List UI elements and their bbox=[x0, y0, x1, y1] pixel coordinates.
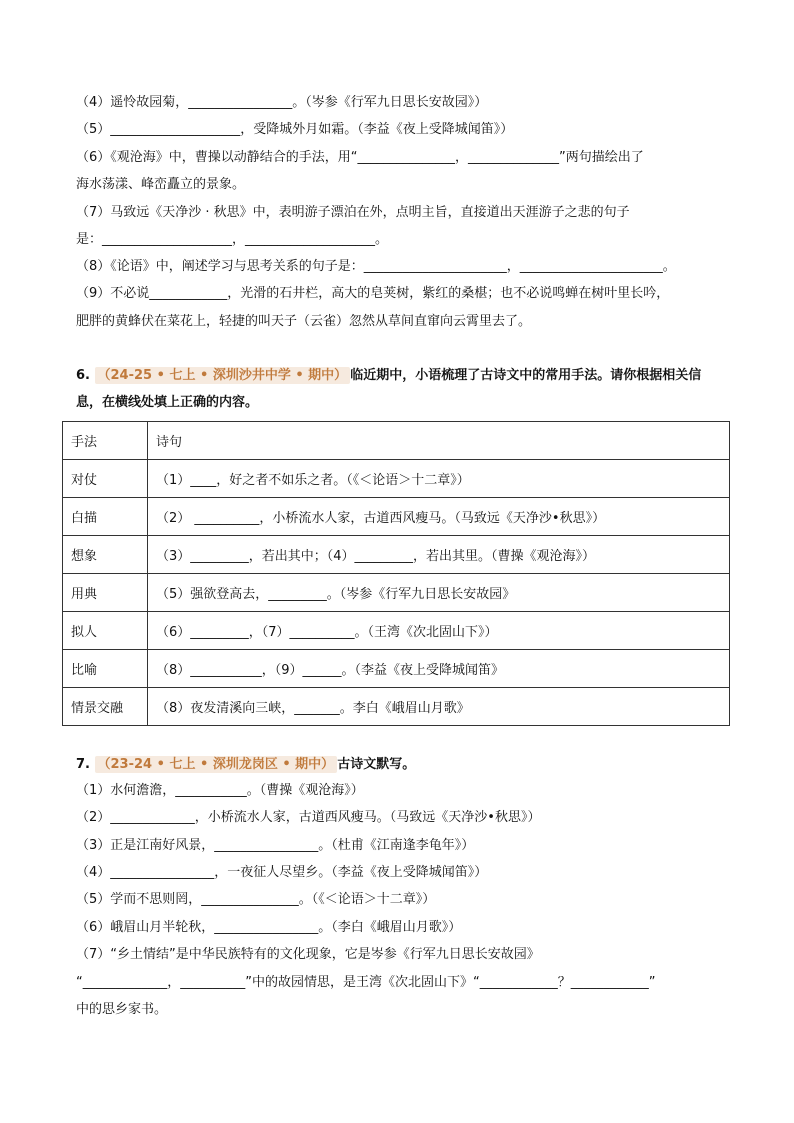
q7-item-7-cont: “_____________，__________”中的故园情思，是王湾《次北固山下》“____________？____________” bbox=[76, 975, 656, 990]
q7-item-7-end: 中的思乡家书。 bbox=[76, 1002, 168, 1017]
table-cell-technique: 情景交融 bbox=[63, 688, 148, 726]
q6-prompt-cont: 息，在横线处填上正确的内容。 bbox=[76, 395, 259, 410]
table-cell-poem: （2） __________，小桥流水人家，古道西风瘦马。（马致远《天净沙•秋思》） bbox=[148, 498, 730, 536]
table-row bbox=[63, 650, 730, 688]
techniques-table bbox=[62, 421, 730, 726]
table-cell-poem: （6）_________，（7）__________。（王湾《次北固山下》） bbox=[148, 612, 730, 650]
q5-item-8: （8）《论语》中，阐述学习与思考关系的句子是：______________________，______________________。 bbox=[76, 259, 676, 274]
q7-item-3: （3）正是江南好风景，________________。（杜甫《江南逢李龟年》） bbox=[76, 838, 475, 853]
q5-item-7: （7）马致远《天净沙 · 秋思》中，表明游子漂泊在外，点明主旨，直接道出天涯游子之悲的句子 bbox=[76, 205, 630, 220]
table-cell-poem: （1）____，好之者不如乐之者。（《＜论语＞十二章》） bbox=[148, 460, 730, 498]
q6-heading bbox=[76, 367, 701, 385]
q7-heading bbox=[76, 756, 415, 774]
table-header-row bbox=[63, 422, 730, 460]
q7-item-5: （5）学而不思则罔，_______________。（《＜论语＞十二章》） bbox=[76, 892, 436, 907]
q7-item-1: （1）水何澹澹，___________。（曹操《观沧海》） bbox=[76, 783, 364, 798]
q5-item-6-cont: 海水荡漾、峰峦矗立的景象。 bbox=[76, 177, 246, 192]
table-cell-technique: 拟人 bbox=[63, 612, 148, 650]
table-cell-technique: 白描 bbox=[63, 498, 148, 536]
table-row bbox=[63, 688, 730, 726]
q5-item-9-cont: 肥胖的黄蜂伏在菜花上，轻捷的叫天子（云雀）忽然从草间直窜向云霄里去了。 bbox=[76, 314, 532, 329]
table-cell-technique: 想象 bbox=[63, 536, 148, 574]
q5-item-9: （9）不必说____________，光滑的石井栏，高大的皂荚树，紫红的桑椹；也不必说鸣蝉在树叶里长吟， bbox=[76, 286, 670, 301]
q7-item-6: （6）峨眉山月半轮秋，________________。（李白《峨眉山月歌》） bbox=[76, 920, 462, 935]
q7-item-4: （4）________________，一夜征人尽望乡。（李益《夜上受降城闻笛》） bbox=[76, 865, 488, 880]
q7-prompt: 古诗文默写。 bbox=[337, 757, 416, 772]
q5-item-4: （4）遥怜故园菊，________________。（岑参《行军九日思长安故园》） bbox=[76, 95, 488, 110]
table-header-technique: 手法 bbox=[63, 422, 148, 460]
q7-number: 7. bbox=[76, 757, 90, 772]
table-header-poem: 诗句 bbox=[148, 422, 730, 460]
table-cell-technique: 用典 bbox=[63, 574, 148, 612]
table-cell-technique: 对仗 bbox=[63, 460, 148, 498]
q6-source-tag: （24-25 • 七上 • 深圳沙井中学 • 期中） bbox=[95, 367, 351, 384]
table-cell-poem: （8）夜发清溪向三峡，_______。李白《峨眉山月歌》 bbox=[148, 688, 730, 726]
table-cell-poem: （5）强欲登高去，_________。（岑参《行军九日思长安故园》 bbox=[148, 574, 730, 612]
table-row bbox=[63, 574, 730, 612]
q5-item-5: （5）____________________，受降城外月如霜。（李益《夜上受降城闻笛》） bbox=[76, 122, 514, 137]
table-cell-poem: （8）___________，（9）______。（李益《夜上受降城闻笛》 bbox=[148, 650, 730, 688]
table-cell-technique: 比喻 bbox=[63, 650, 148, 688]
q6-number: 6. bbox=[76, 368, 90, 383]
q6-prompt: 临近期中，小语梳理了古诗文中的常用手法。请你根据相关信 bbox=[350, 368, 702, 383]
table-row bbox=[63, 612, 730, 650]
q7-item-2: （2）_____________，小桥流水人家，古道西风瘦马。（马致远《天净沙•秋思》） bbox=[76, 810, 541, 825]
table-row bbox=[63, 498, 730, 536]
table-row bbox=[63, 460, 730, 498]
q5-item-7-cont: 是：____________________，____________________。 bbox=[76, 232, 389, 247]
table-row bbox=[63, 536, 730, 574]
table-cell-poem: （3）_________，若出其中；（4）_________，若出其里。（曹操《观沧海》） bbox=[148, 536, 730, 574]
q7-item-7: （7）“乡土情结”是中华民族特有的文化现象，它是岑参《行军九日思长安故园》 bbox=[76, 947, 540, 962]
q7-source-tag: （23-24 • 七上 • 深圳龙岗区 • 期中） bbox=[95, 756, 338, 773]
q5-item-6: （6）《观沧海》中，曹操以动静结合的手法，用“_______________，______________”两句描绘出了 bbox=[76, 150, 644, 165]
